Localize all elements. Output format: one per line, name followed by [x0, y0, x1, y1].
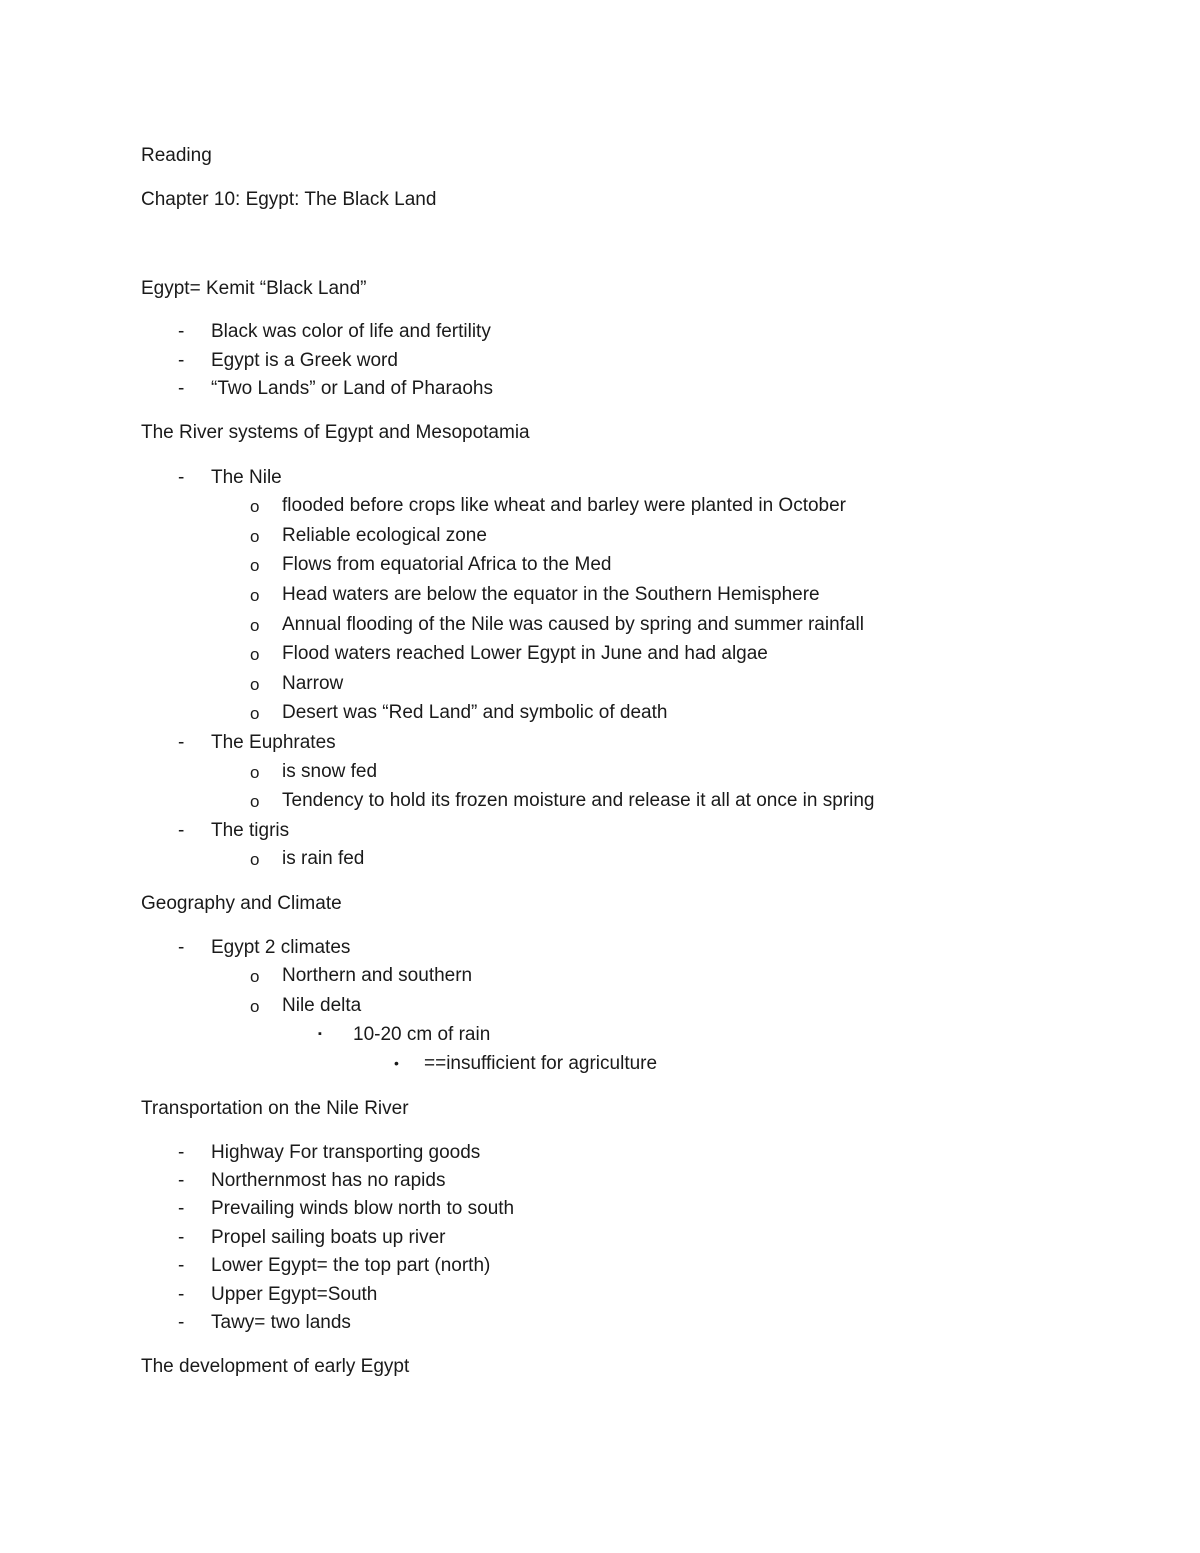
dash-bullet: - — [178, 937, 185, 958]
dash-bullet: - — [178, 1227, 185, 1248]
dash-bullet: - — [178, 820, 185, 841]
section-heading-development: The development of early Egypt — [141, 1356, 410, 1377]
dash-bullet: - — [178, 467, 185, 488]
chapter-title: Chapter 10: Egypt: The Black Land — [141, 189, 437, 210]
dash-bullet: - — [178, 1255, 185, 1276]
sub-list-item: Annual flooding of the Nile was caused by spring and summer rainfall — [282, 614, 864, 635]
circle-bullet: o — [250, 997, 260, 1016]
sub-list-item: Reliable ecological zone — [282, 525, 487, 546]
list-item: Egypt 2 climates — [211, 937, 351, 958]
sub-list-item: Narrow — [282, 673, 344, 694]
sub-list-item: Nile delta — [282, 995, 362, 1016]
round-bullet: • — [394, 1055, 399, 1071]
sub-list-item: Tendency to hold its frozen moisture and release it all at once in spring — [282, 790, 875, 811]
sub-list-item: is snow fed — [282, 761, 378, 782]
list-item: Upper Egypt=South — [211, 1284, 378, 1305]
list-item: “Two Lands” or Land of Pharaohs — [211, 378, 494, 399]
document-title: Reading — [141, 145, 212, 166]
dash-bullet: - — [178, 1142, 185, 1163]
square-bullet: ▪ — [318, 1028, 322, 1040]
section-heading-transportation: Transportation on the Nile River — [141, 1098, 409, 1119]
circle-bullet: o — [250, 556, 260, 575]
section-heading-river-systems: The River systems of Egypt and Mesopotamia — [141, 422, 530, 443]
list-item: Northernmost has no rapids — [211, 1170, 446, 1191]
sub-sub-sub-list-item: ==insufficient for agriculture — [424, 1053, 658, 1074]
circle-bullet: o — [250, 675, 260, 694]
section-heading-geography: Geography and Climate — [141, 893, 342, 914]
circle-bullet: o — [250, 850, 260, 869]
list-item: Lower Egypt= the top part (north) — [211, 1255, 491, 1276]
sub-list-item: flooded before crops like wheat and barley were planted in October — [282, 495, 847, 516]
sub-sub-list-item: 10-20 cm of rain — [353, 1024, 491, 1045]
circle-bullet: o — [250, 586, 260, 605]
sub-list-item: Flood waters reached Lower Egypt in June and had algae — [282, 643, 768, 664]
dash-bullet: - — [178, 1284, 185, 1305]
circle-bullet: o — [250, 527, 260, 546]
circle-bullet: o — [250, 792, 260, 811]
list-item-euphrates: The Euphrates — [211, 732, 336, 753]
sub-list-item: Northern and southern — [282, 965, 473, 986]
dash-bullet: - — [178, 732, 185, 753]
circle-bullet: o — [250, 616, 260, 635]
list-item: Highway For transporting goods — [211, 1142, 481, 1163]
list-item: Egypt is a Greek word — [211, 350, 398, 371]
circle-bullet: o — [250, 497, 260, 516]
circle-bullet: o — [250, 967, 260, 986]
sub-list-item: Desert was “Red Land” and symbolic of death — [282, 702, 668, 723]
list-item: Tawy= two lands — [211, 1312, 351, 1333]
list-item: Black was color of life and fertility — [211, 321, 491, 342]
circle-bullet: o — [250, 704, 260, 723]
list-item-tigris: The tigris — [211, 820, 290, 841]
dash-bullet: - — [178, 321, 185, 342]
list-item: Prevailing winds blow north to south — [211, 1198, 515, 1219]
sub-list-item: Flows from equatorial Africa to the Med — [282, 554, 612, 575]
dash-bullet: - — [178, 1198, 185, 1219]
section-heading-egypt-kemit: Egypt= Kemit “Black Land” — [141, 278, 367, 299]
dash-bullet: - — [178, 350, 185, 371]
dash-bullet: - — [178, 378, 185, 399]
dash-bullet: - — [178, 1170, 185, 1191]
sub-list-item: Head waters are below the equator in the Southern Hemisphere — [282, 584, 820, 605]
circle-bullet: o — [250, 645, 260, 664]
list-item: Propel sailing boats up river — [211, 1227, 446, 1248]
list-item-nile: The Nile — [211, 467, 282, 488]
dash-bullet: - — [178, 1312, 185, 1333]
circle-bullet: o — [250, 763, 260, 782]
sub-list-item: is rain fed — [282, 848, 365, 869]
